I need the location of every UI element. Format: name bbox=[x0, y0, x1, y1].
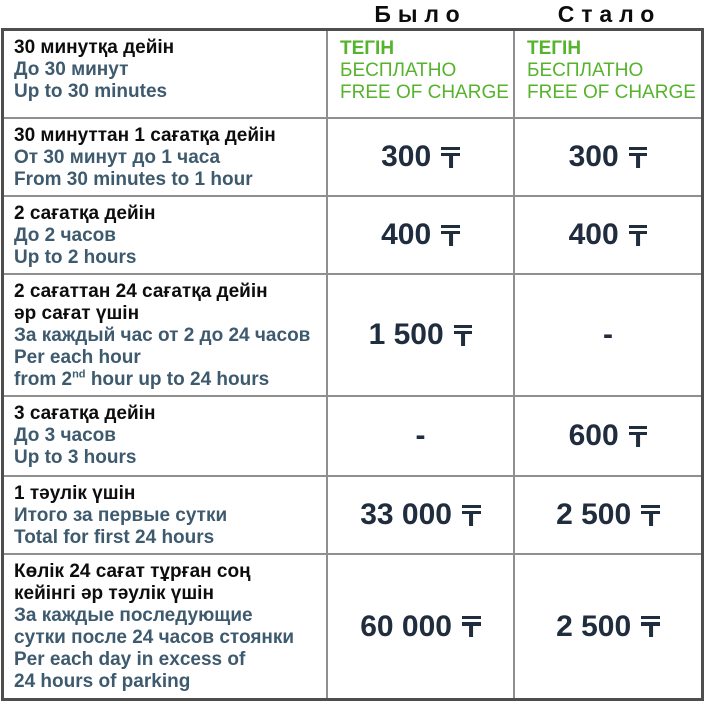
label-cell bbox=[4, 119, 326, 195]
label-line-ru: За каждый час от 2 до 24 часов bbox=[14, 325, 311, 346]
label-line-en: Up to 30 minutes bbox=[14, 81, 168, 102]
label-line-ru: сутки после 24 часов стоянки bbox=[14, 627, 295, 648]
label-line-kk: 30 минутқа дейін bbox=[14, 37, 175, 58]
price-amount: 600 bbox=[568, 419, 619, 452]
tenge-currency-icon bbox=[462, 505, 481, 526]
label-line-kk: әр сағат үшін bbox=[14, 303, 140, 324]
label-cell bbox=[4, 397, 326, 475]
price-amount: 400 bbox=[381, 218, 432, 251]
price-amount: 60 000 bbox=[360, 609, 452, 643]
price-amount: 1 500 bbox=[368, 318, 444, 351]
price-amount: 400 bbox=[568, 218, 619, 251]
price-amount: 2 500 bbox=[556, 498, 632, 531]
free-label-en: FREE OF CHARGE bbox=[527, 82, 696, 103]
label-line-ru: От 30 минут до 1 часа bbox=[14, 147, 221, 168]
price-amount: 300 bbox=[381, 140, 432, 173]
label-line-ru: За каждые последующие bbox=[14, 605, 253, 626]
free-label-ru: БЕСПЛАТНО bbox=[340, 60, 457, 81]
label-cell bbox=[4, 275, 326, 395]
label-line-en: Up to 2 hours bbox=[14, 247, 137, 268]
label-cell bbox=[4, 477, 326, 553]
value-cell-was bbox=[326, 119, 513, 195]
label-line-kk: Көлік 24 сағат тұрған соң bbox=[14, 561, 251, 582]
value-cell-became bbox=[513, 555, 701, 698]
value-cell-was bbox=[326, 197, 513, 273]
column-header-became: Стало bbox=[557, 0, 662, 27]
label-line-en: 24 hours of parking bbox=[14, 671, 191, 692]
tariff-table bbox=[1, 28, 704, 701]
label-line-en: Total for first 24 hours bbox=[14, 527, 215, 548]
value-cell-became bbox=[513, 119, 701, 195]
tenge-currency-icon bbox=[641, 616, 660, 637]
tenge-currency-icon bbox=[454, 325, 473, 346]
label-line-kk: 2 сағаттан 24 сағатқа дейін bbox=[14, 281, 268, 302]
label-line-ru: Итого за первые сутки bbox=[14, 505, 228, 526]
free-label-en: FREE OF CHARGE bbox=[340, 82, 509, 103]
label-line-en: Up to 3 hours bbox=[14, 447, 137, 468]
label-line-kk: 2 сағатқа дейін bbox=[14, 203, 156, 224]
label-line-ru: До 30 минут bbox=[14, 59, 129, 80]
tenge-currency-icon bbox=[441, 147, 460, 168]
price-amount: 300 bbox=[568, 140, 619, 173]
label-line-en: from 2nd hour up to 24 hours bbox=[14, 368, 270, 390]
label-line-kk: 3 сағатқа дейін bbox=[14, 403, 156, 424]
price-amount: 33 000 bbox=[360, 498, 452, 531]
value-cell-was bbox=[326, 31, 513, 117]
value-cell-became bbox=[513, 397, 701, 475]
value-cell-was bbox=[326, 275, 513, 395]
table-row bbox=[4, 195, 701, 273]
value-cell-became bbox=[513, 31, 701, 117]
label-line-en: Per each day in excess of bbox=[14, 649, 246, 670]
price-amount-dash: - bbox=[415, 419, 426, 452]
free-label-kk: ТЕГІН bbox=[340, 38, 395, 59]
table-row bbox=[4, 395, 701, 475]
price-amount-dash: - bbox=[603, 318, 613, 351]
label-cell bbox=[4, 197, 326, 273]
table-row bbox=[4, 273, 701, 395]
tenge-currency-icon bbox=[641, 505, 660, 526]
column-headers bbox=[0, 0, 705, 28]
label-line-ru: До 3 часов bbox=[14, 425, 116, 446]
value-cell-became bbox=[513, 197, 701, 273]
label-line-kk: кейінгі әр тәулік үшін bbox=[14, 583, 214, 604]
value-cell-became bbox=[513, 275, 701, 395]
table-row bbox=[4, 475, 701, 553]
tenge-currency-icon bbox=[462, 616, 481, 637]
label-line-kk: 30 минуттан 1 сағатқа дейін bbox=[14, 125, 276, 146]
label-line-ru: До 2 часов bbox=[14, 225, 116, 246]
label-cell bbox=[4, 31, 326, 117]
value-cell-became bbox=[513, 477, 701, 553]
label-line-kk: 1 тәулік үшін bbox=[14, 483, 136, 504]
tenge-currency-icon bbox=[629, 225, 648, 246]
free-label-kk: ТЕГІН bbox=[527, 38, 582, 59]
free-label-ru: БЕСПЛАТНО bbox=[527, 60, 644, 81]
price-amount: 2 500 bbox=[556, 609, 632, 643]
table-row bbox=[4, 553, 701, 698]
tenge-currency-icon bbox=[629, 147, 648, 168]
label-line-en: From 30 minutes to 1 hour bbox=[14, 169, 253, 190]
label-cell bbox=[4, 555, 326, 698]
label-line-en: Per each hour bbox=[14, 347, 141, 368]
tenge-currency-icon bbox=[629, 426, 648, 447]
table-row bbox=[4, 31, 701, 117]
table-row bbox=[4, 117, 701, 195]
ordinal-superscript: nd bbox=[72, 368, 86, 381]
value-cell-was bbox=[326, 555, 513, 698]
tenge-currency-icon bbox=[441, 225, 460, 246]
value-cell-was bbox=[326, 477, 513, 553]
value-cell-was bbox=[326, 397, 513, 475]
column-header-was: Было bbox=[374, 0, 467, 27]
